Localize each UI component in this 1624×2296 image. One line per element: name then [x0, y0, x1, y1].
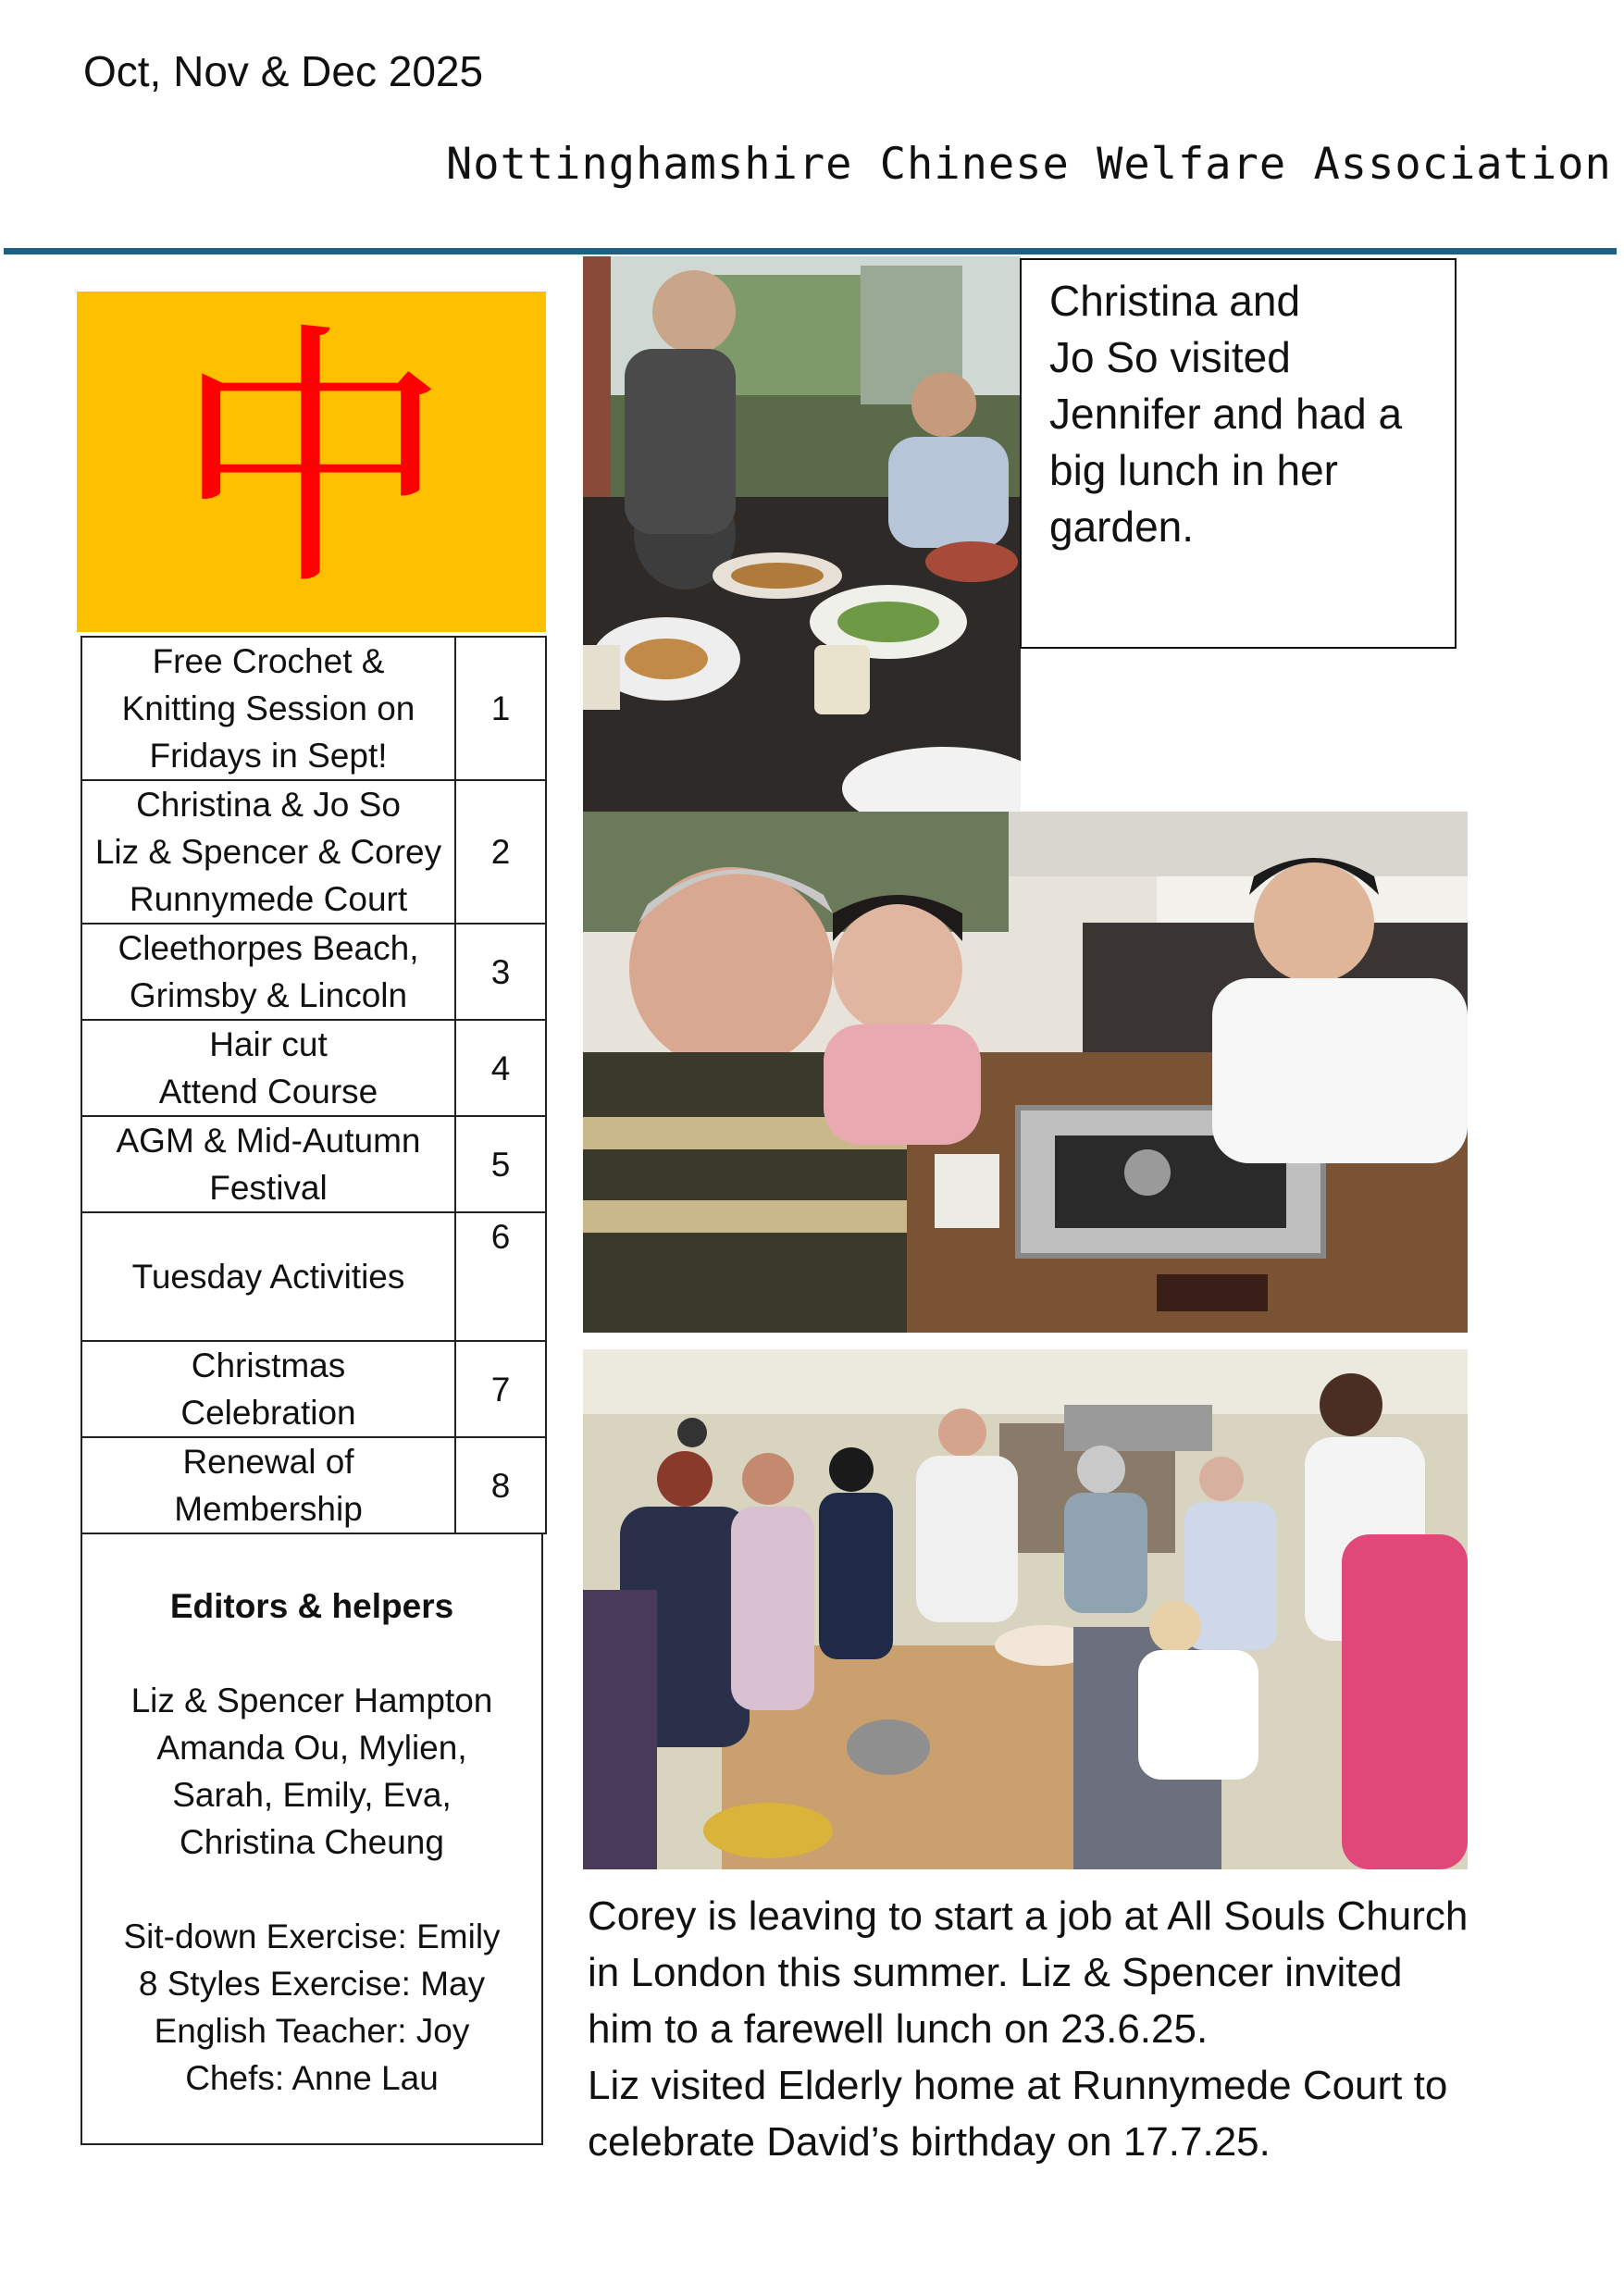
farewell-caption-line: celebrate David’s birthday on 17.7.25.	[588, 2119, 1271, 2165]
lunch-caption-line: Jennifer and had a	[1049, 390, 1403, 438]
garden-lunch-photo	[583, 256, 1021, 812]
contents-page-number: 4	[455, 1020, 546, 1116]
farewell-caption-line: in London this summer. Liz & Spencer invited	[588, 1950, 1403, 1995]
contents-topic	[81, 1437, 455, 1533]
contents-row	[81, 1116, 546, 1212]
contents-page-number: 7	[455, 1341, 546, 1437]
farewell-caption-line: him to a farewell lunch on 23.6.25.	[588, 2006, 1209, 2052]
contents-topic	[81, 780, 455, 924]
contents-row	[81, 637, 546, 780]
contents-page-number: 2	[455, 780, 546, 924]
contents-topic	[81, 637, 455, 780]
contents-page-number: 6	[455, 1212, 546, 1341]
lunch-caption-line: garden.	[1049, 503, 1195, 551]
contents-topic-line: Grimsby & Lincoln	[129, 976, 408, 1014]
contents-page-number: 8	[455, 1437, 546, 1533]
contents-topic-line: Renewal of	[182, 1443, 354, 1481]
editor-name: Amanda Ou, Mylien,	[156, 1729, 467, 1767]
roles-list	[82, 1913, 541, 2102]
contents-topic	[81, 1116, 455, 1212]
lunch-caption	[1020, 258, 1457, 649]
contents-topic	[81, 924, 455, 1020]
credits-box	[81, 1533, 543, 2145]
logo	[77, 292, 546, 632]
contents-topic-line: Knitting Session on	[121, 689, 415, 727]
contents-row	[81, 1020, 546, 1116]
farewell-caption-line: Liz visited Elderly home at Runnymede Court to	[588, 2063, 1448, 2108]
contents-row	[81, 1212, 546, 1341]
contents-topic-line: Liz & Spencer & Corey	[94, 833, 442, 871]
helper-role: Sit-down Exercise: Emily	[123, 1917, 501, 1955]
farewell-caption	[588, 1888, 1605, 2170]
editor-name: Liz & Spencer Hampton	[130, 1682, 493, 1719]
contents-topic	[81, 1212, 455, 1341]
issue-date: Oct, Nov & Dec 2025	[83, 47, 484, 95]
contents-topic-line: Celebration	[180, 1394, 356, 1432]
birthday-party-photo	[583, 1349, 1468, 1869]
contents-topic-line: AGM & Mid-Autumn	[116, 1122, 421, 1160]
editor-name: Christina Cheung	[180, 1823, 444, 1861]
contents-table	[81, 636, 547, 1534]
contents-topic-line: Fridays in Sept!	[149, 737, 388, 775]
contents-row	[81, 780, 546, 924]
contents-row	[81, 924, 546, 1020]
helper-role: Chefs: Anne Lau	[185, 2059, 439, 2097]
editor-name: Sarah, Emily, Eva,	[172, 1776, 452, 1814]
contents-page-number: 5	[455, 1116, 546, 1212]
organization-title: Nottinghamshire Chinese Welfare Association	[446, 139, 1612, 190]
helper-role: 8 Styles Exercise: May	[138, 1965, 486, 2003]
restaurant-photo	[583, 812, 1468, 1333]
contents-topic-line: Christina & Jo So	[136, 786, 401, 824]
contents-topic-line: Festival	[209, 1169, 328, 1207]
lunch-caption-line: Christina and	[1049, 277, 1301, 325]
contents-row	[81, 1341, 546, 1437]
contents-topic-line: Tuesday Activities	[131, 1258, 405, 1296]
farewell-caption-line: Corey is leaving to start a job at All Souls Church	[588, 1893, 1469, 1939]
lunch-caption-line: Jo So visited	[1049, 333, 1291, 381]
contents-page-number: 1	[455, 637, 546, 780]
contents-topic-line: Attend Course	[158, 1073, 378, 1111]
contents-topic-line: Free Crochet &	[152, 642, 385, 680]
logo-character: 中	[172, 300, 451, 623]
contents-topic	[81, 1020, 455, 1116]
contents-topic-line: Runnymede Court	[129, 880, 408, 918]
contents-topic-line: Membership	[174, 1490, 363, 1528]
contents-topic	[81, 1341, 455, 1437]
contents-topic-line: Christmas	[191, 1347, 346, 1384]
header-divider	[4, 248, 1617, 254]
credits-heading: Editors & helpers	[169, 1587, 454, 1625]
contents-page-number: 3	[455, 924, 546, 1020]
lunch-caption-line: big lunch in her	[1049, 446, 1338, 494]
contents-topic-line: Hair cut	[209, 1025, 328, 1063]
editors-list	[82, 1677, 541, 1866]
contents-topic-line: Cleethorpes Beach,	[118, 929, 419, 967]
contents-row	[81, 1437, 546, 1533]
helper-role: English Teacher: Joy	[154, 2012, 470, 2050]
